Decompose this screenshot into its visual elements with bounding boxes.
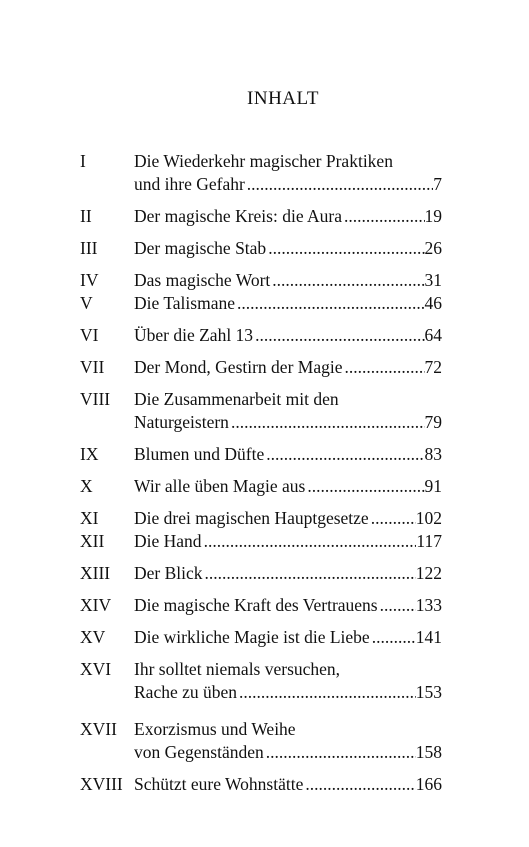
chapter-numeral: X [80, 476, 93, 496]
dot-leader [303, 773, 415, 796]
chapter-title-text: Die magische Kraft des Vertrauens [134, 595, 378, 615]
dot-leader [369, 507, 416, 530]
chapter-numeral: VII [80, 357, 105, 377]
chapter-numeral: XII [80, 531, 105, 551]
page-number: 141 [415, 627, 442, 647]
chapter-numeral: VI [80, 325, 99, 345]
chapter-title-block [134, 475, 442, 498]
chapter-title-block [134, 562, 442, 585]
chapter-numeral: IV [80, 270, 99, 290]
chapter-title-line [134, 324, 442, 347]
chapter-title-block [134, 530, 442, 553]
chapter-title-text: Die Wiederkehr magischer Praktiken [134, 151, 393, 171]
chapter-numeral: XVI [80, 659, 112, 679]
chapter-title-line [134, 173, 442, 196]
chapter-title-text: und ihre Gefahr [134, 174, 245, 194]
dot-leader [253, 324, 424, 347]
chapter-title-block [134, 507, 442, 530]
dot-leader [370, 626, 416, 649]
chapter-numeral: IX [80, 444, 99, 464]
page-number: 91 [424, 476, 442, 496]
toc-entry [80, 388, 442, 434]
page-number: 7 [433, 174, 442, 194]
chapter-title-line [134, 269, 442, 292]
chapter-numeral: XV [80, 627, 106, 647]
toc-entry [80, 269, 442, 292]
chapter-title-line [134, 681, 442, 704]
chapter-title-line [134, 658, 442, 681]
chapter-title-text: Die Zusammenarbeit mit den [134, 389, 339, 409]
chapter-title-text: Das magische Wort [134, 270, 271, 290]
chapter-numeral: VIII [80, 389, 111, 409]
chapter-title-line [134, 292, 442, 315]
toc-entry [80, 718, 442, 764]
chapter-title-line [134, 718, 442, 741]
chapter-title-text: Über die Zahl 13 [134, 325, 254, 345]
dot-leader [264, 443, 424, 466]
toc-entry [80, 507, 442, 530]
chapter-title-line [134, 507, 442, 530]
chapter-title-text: Der Blick [134, 563, 203, 583]
toc-entry [80, 594, 442, 617]
dot-leader [270, 269, 424, 292]
toc-entry [80, 324, 442, 347]
toc-entry [80, 443, 442, 466]
page-number: 133 [415, 595, 442, 615]
chapter-title-line [134, 443, 442, 466]
chapter-title-line [134, 388, 442, 411]
dot-leader [235, 292, 425, 315]
chapter-title-block [134, 269, 442, 292]
page-number: 153 [415, 682, 442, 702]
chapter-numeral: II [80, 206, 92, 226]
page-number: 72 [424, 357, 442, 377]
chapter-title-line [134, 411, 442, 434]
chapter-title-text: Die wirkliche Magie ist die Liebe [134, 627, 370, 647]
chapter-title-block [134, 205, 442, 228]
chapter-title-block [134, 773, 442, 796]
toc-entry [80, 237, 442, 260]
chapter-title-text: Der Mond, Gestirn der Magie [134, 357, 343, 377]
toc-entry [80, 773, 442, 796]
chapter-title-text: Die Talismane [134, 293, 235, 313]
dot-leader [342, 205, 425, 228]
toc-entry [80, 475, 442, 498]
dot-leader [266, 237, 424, 260]
chapter-title-block [134, 292, 442, 315]
chapter-title-text: Die drei magischen Hauptgesetze [134, 508, 369, 528]
dot-leader [203, 562, 416, 585]
page-number: 83 [424, 444, 442, 464]
chapter-title-line [134, 773, 442, 796]
chapter-title-text: Ihr solltet niemals versuchen, [134, 659, 341, 679]
chapter-title-text: Blumen und Düfte [134, 444, 265, 464]
page-number: 158 [415, 742, 442, 762]
chapter-numeral: XVIII [80, 774, 123, 794]
chapter-title-block [134, 658, 442, 704]
toc-entry [80, 530, 442, 553]
chapter-numeral: V [80, 293, 93, 313]
chapter-title-text: von Gegenständen [134, 742, 264, 762]
page-number: 166 [415, 774, 442, 794]
chapter-title-text: Wir alle üben Magie aus [134, 476, 306, 496]
page-number: 31 [424, 270, 442, 290]
chapter-title-line [134, 626, 442, 649]
page-number: 79 [424, 412, 442, 432]
chapter-title-block [134, 594, 442, 617]
chapter-numeral: XI [80, 508, 99, 528]
page-number: 117 [416, 531, 442, 551]
chapter-title-block [134, 324, 442, 347]
dot-leader [264, 741, 416, 764]
chapter-title-block [134, 718, 442, 764]
page-number: 19 [424, 206, 442, 226]
toc-entry [80, 626, 442, 649]
page-title: INHALT [247, 88, 319, 109]
chapter-title-line [134, 205, 442, 228]
chapter-numeral: XIII [80, 563, 111, 583]
dot-leader [343, 356, 425, 379]
chapter-title-text: Schützt eure Wohnstätte [134, 774, 304, 794]
chapter-title-line [134, 475, 442, 498]
toc-entry [80, 150, 442, 196]
chapter-title-block [134, 626, 442, 649]
chapter-title-block [134, 443, 442, 466]
toc-entry [80, 292, 442, 315]
toc-entry [80, 205, 442, 228]
chapter-title-line [134, 530, 442, 553]
chapter-title-line [134, 356, 442, 379]
dot-leader [202, 530, 417, 553]
chapter-title-block [134, 388, 442, 434]
chapter-title-text: Der magische Kreis: die Aura [134, 206, 342, 226]
chapter-numeral: III [80, 238, 98, 258]
chapter-title-block [134, 150, 442, 196]
dot-leader [245, 173, 433, 196]
chapter-title-text: Exorzismus und Weihe [134, 719, 296, 739]
dot-leader [305, 475, 424, 498]
chapter-title-line [134, 237, 442, 260]
chapter-title-block [134, 237, 442, 260]
dot-leader [229, 411, 425, 434]
dot-leader [237, 681, 416, 704]
toc-entry [80, 356, 442, 379]
toc-entry [80, 658, 442, 704]
chapter-numeral: XIV [80, 595, 112, 615]
table-of-contents [80, 150, 442, 796]
chapter-numeral: I [80, 151, 86, 171]
chapter-numeral: XVII [80, 719, 117, 739]
chapter-title-text: Naturgeistern [134, 412, 229, 432]
chapter-title-text: Die Hand [134, 531, 202, 551]
page-number: 64 [424, 325, 442, 345]
page-number: 102 [415, 508, 442, 528]
chapter-title-text: Rache zu üben [134, 682, 238, 702]
page-number: 122 [415, 563, 442, 583]
page-number: 26 [424, 238, 442, 258]
dot-leader [378, 594, 416, 617]
chapter-title-line [134, 741, 442, 764]
chapter-title-block [134, 356, 442, 379]
chapter-title-line [134, 150, 442, 173]
chapter-title-line [134, 594, 442, 617]
chapter-title-text: Der magische Stab [134, 238, 267, 258]
chapter-title-line [134, 562, 442, 585]
toc-entry [80, 562, 442, 585]
page-number: 46 [424, 293, 442, 313]
